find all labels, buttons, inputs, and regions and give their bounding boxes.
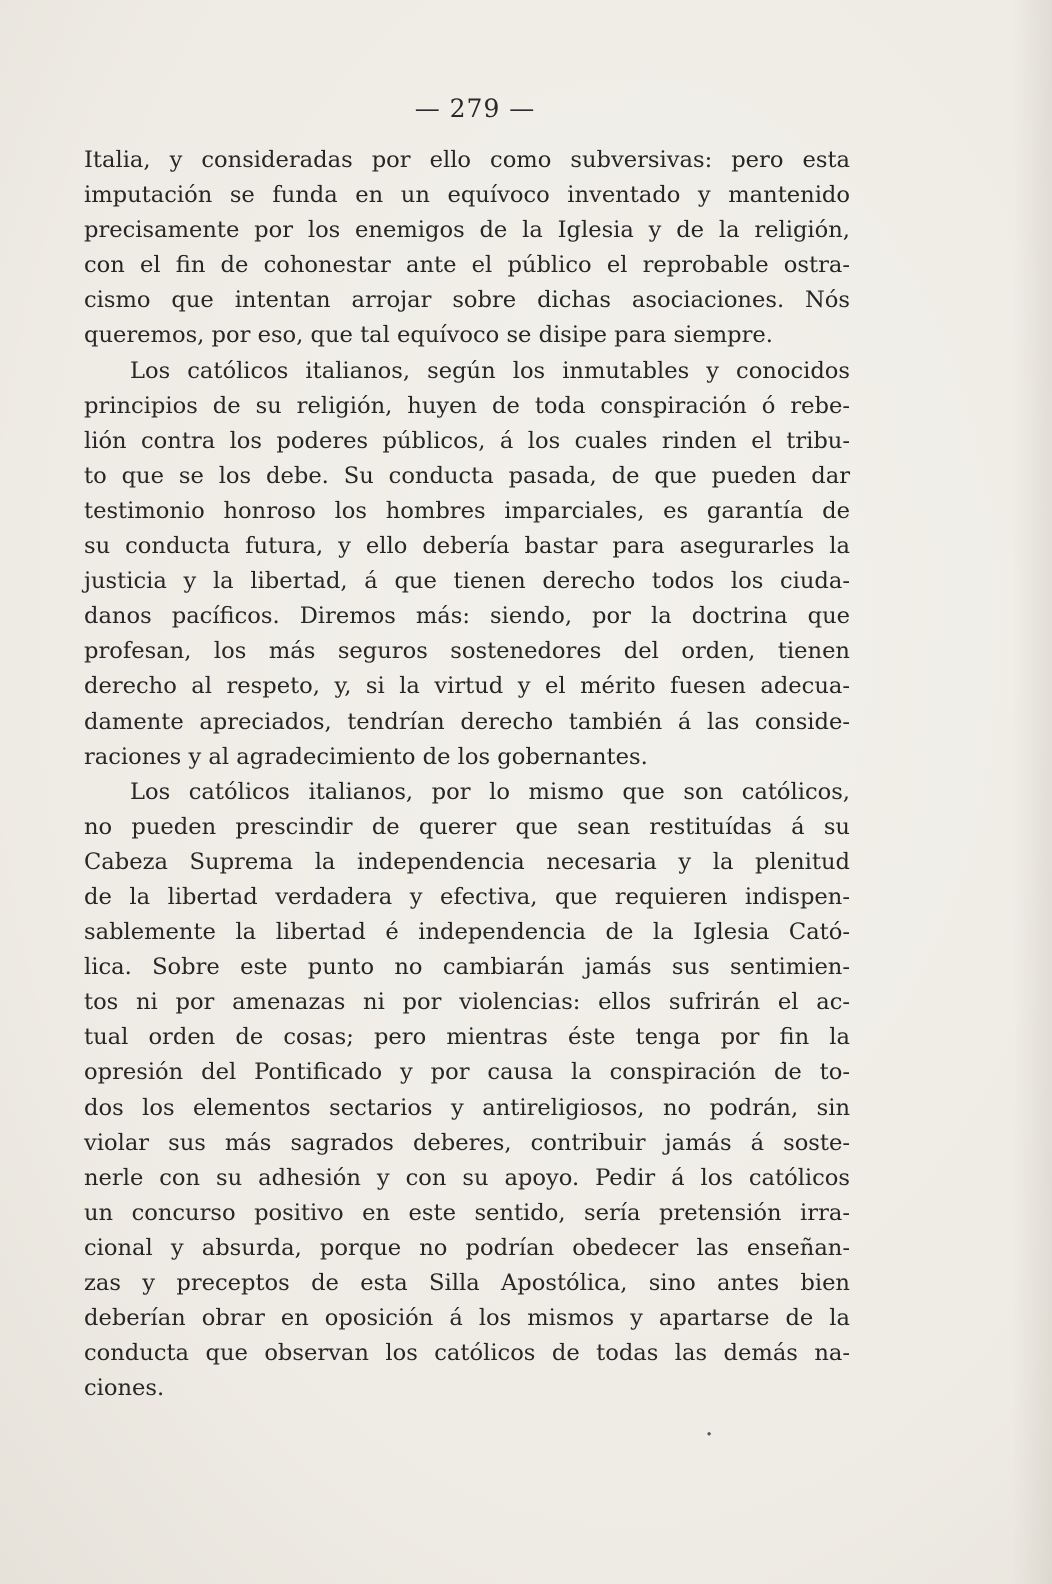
text-line: lión contra los poderes públicos, á los cuales rinden el tribu- [84,427,850,454]
paragraph-start-line: Los católicos italianos, por lo mismo que son católicos, [130,778,850,805]
text-line: conducta que observan los católicos de todas las demás na- [84,1340,850,1367]
paragraph-start-line: Los católicos italianos, según los inmutables y conocidos [130,357,850,384]
text-line: tos ni por amenazas ni por violencias: ellos sufrirán el ac- [84,989,850,1016]
body-text [84,143,850,1406]
text-line: profesan, los más seguros sostenedores del orden, tienen [84,638,850,665]
text-line: imputación se funda en un equívoco inventado y mantenido [84,182,850,209]
text-line: violar sus más sagrados deberes, contribuir jamás á soste- [84,1129,850,1156]
text-line: zas y preceptos de esta Silla Apostólica, sino antes bien [84,1270,850,1296]
text-line: ciones. [84,1375,165,1402]
ink-mark: · [705,1420,714,1450]
text-line: dos los elementos sectarios y antireligiosos, no podrán, sin [84,1094,850,1121]
text-line: testimonio honroso los hombres imparciales, es garantía de [84,497,850,524]
text-line: justicia y la libertad, á que tienen derecho todos los ciuda- [84,568,850,595]
text-line: un concurso positivo en este sentido, sería pretensión irra- [84,1199,850,1226]
text-line: damente apreciados, tendrían derecho también á las conside- [84,708,850,735]
text-line: Cabeza Suprema la independencia necesaria y la plenitud [84,848,850,875]
text-line: derecho al respeto, y, si la virtud y el mérito fuesen adecua- [84,673,850,700]
text-line: danos pacíficos. Diremos más: siendo, por la doctrina que [84,603,850,630]
text-line: su conducta futura, y ello debería bastar para asegurarles la [84,533,850,560]
text-line: cismo que intentan arrojar sobre dichas asociaciones. Nós [84,287,850,314]
text-line: raciones y al agradecimiento de los gobernantes. [84,743,648,770]
text-line: to que se los debe. Su conducta pasada, de que pueden dar [84,462,850,489]
text-line: no pueden prescindir de querer que sean restituídas á su [84,813,850,840]
text-line: sablemente la libertad é independencia de la Iglesia Cató- [84,919,850,946]
text-line: lica. Sobre este punto no cambiarán jamás sus sentimien- [84,954,850,981]
text-line: cional y absurda, porque no podrían obedecer las enseñan- [84,1234,850,1261]
text-line: queremos, por eso, que tal equívoco se disipe para siempre. [84,322,773,349]
text-line: de la libertad verdadera y efectiva, que requieren indispen- [84,883,850,910]
text-line: principios de su religión, huyen de toda conspiración ó rebe- [84,392,850,419]
text-line: con el fin de cohonestar ante el público el reprobable ostra- [84,252,850,279]
page-edge-shadow [1012,0,1052,1584]
text-line: tual orden de cosas; pero mientras éste tenga por fin la [84,1024,850,1051]
text-line: Italia, y consideradas por ello como subversivas: pero esta [84,147,850,173]
text-line: nerle con su adhesión y con su apoyo. Pedir á los católicos [84,1164,850,1191]
text-line: deberían obrar en oposición á los mismos y apartarse de la [84,1305,850,1332]
page-number: — 279 — [414,94,536,123]
text-line: precisamente por los enemigos de la Iglesia y de la religión, [84,217,850,244]
text-line: opresión del Pontificado y por causa la conspiración de to- [84,1059,850,1086]
